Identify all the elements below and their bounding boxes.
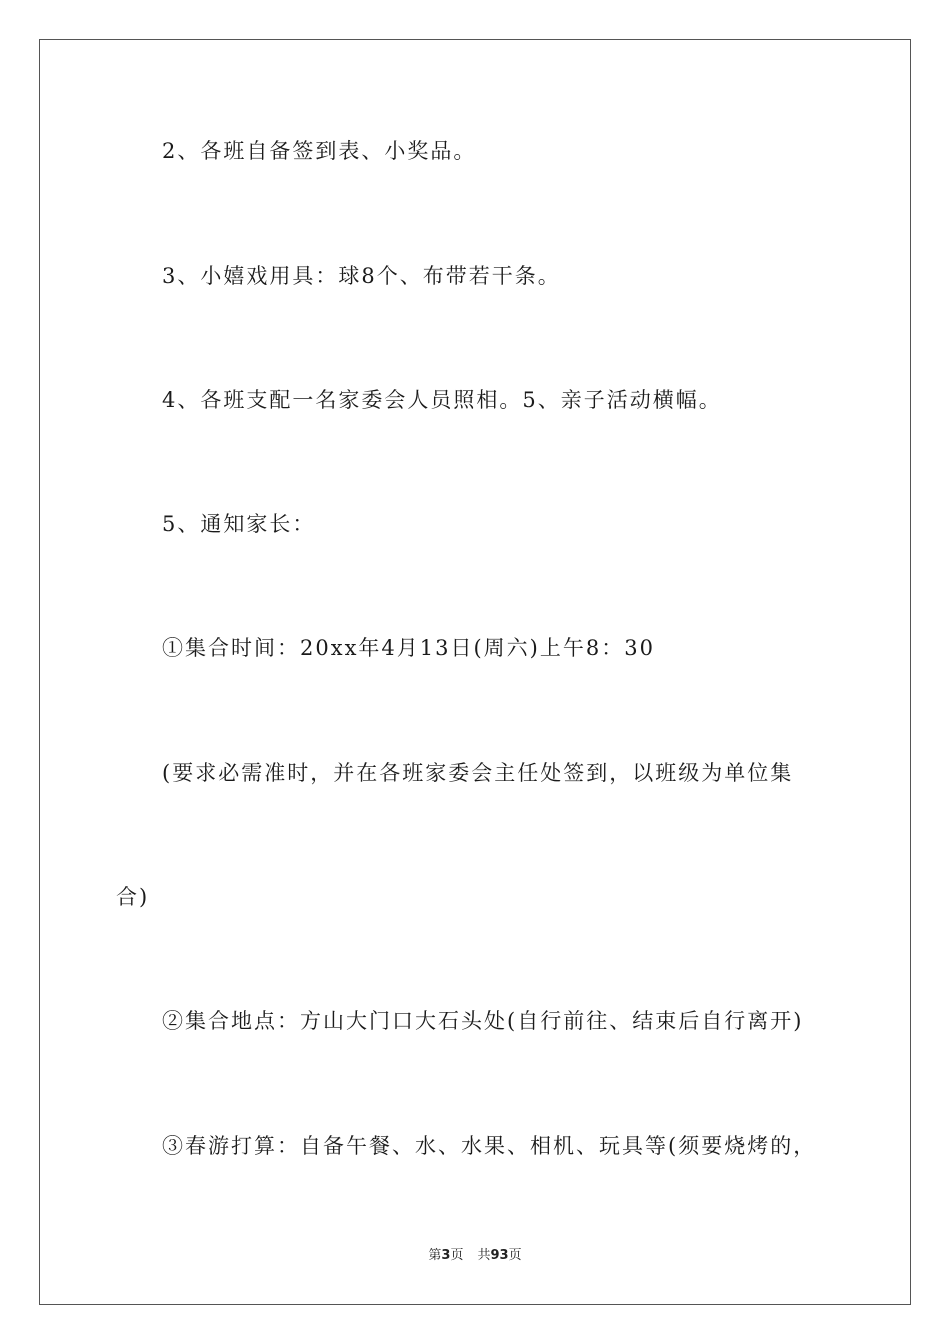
list-item-4: 4、各班支配一名家委会人员照相。5、亲子活动横幅。 — [162, 388, 722, 412]
footer-total-pages: 93 — [490, 1248, 509, 1263]
footer-page-prefix: 第 — [428, 1248, 442, 1263]
notice-location: ②集合地点：方山大门口大石头处(自行前往、结束后自行离开) — [162, 1009, 804, 1033]
notice-preparation: ③春游打算：自备午餐、水、水果、相机、玩具等(须要烧烤的， — [162, 1134, 817, 1158]
list-item-5: 5、通知家长： — [162, 512, 316, 536]
footer-page-number: 3 — [441, 1248, 451, 1263]
page-border — [39, 39, 911, 1305]
list-item-3: 3、小嬉戏用具：球8个、布带若干条。 — [162, 264, 561, 288]
footer-total-prefix: 共 — [477, 1248, 491, 1263]
notice-time: ①集合时间：20xx年4月13日(周六)上午8：30 — [162, 636, 655, 660]
footer-page-suffix: 页 — [450, 1248, 464, 1263]
footer-total-suffix: 页 — [508, 1248, 522, 1263]
page-footer — [0, 1247, 950, 1265]
list-item-2: 2、各班自备签到表、小奖品。 — [162, 139, 477, 163]
notice-requirement: (要求必需准时，并在各班家委会主任处签到，以班级为单位集 — [162, 761, 794, 785]
notice-requirement-continued: 合) — [116, 885, 150, 909]
